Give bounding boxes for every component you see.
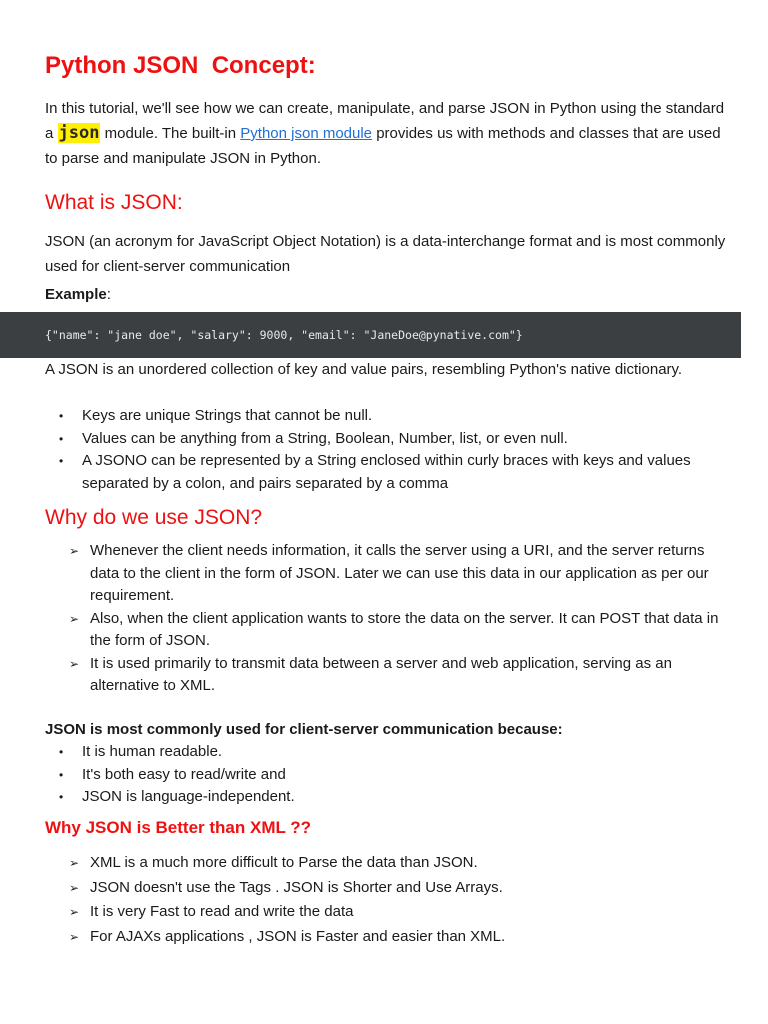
example-label (45, 284, 111, 306)
common-use-list (59, 741, 735, 809)
bullet-dot-icon: • (59, 409, 64, 423)
page-title: Python JSON Concept: (45, 52, 316, 79)
arrow-bullet-icon: ➢ (69, 611, 80, 626)
bullet-dot-icon: • (59, 790, 64, 804)
list-item: ➢ It is very Fast to read and write the data (69, 900, 735, 925)
bullet-dot-icon: • (59, 431, 64, 446)
list-item: • Keys are unique Strings that cannot be null. (59, 405, 735, 428)
bullet-dot-icon: • (59, 745, 64, 759)
list-item: ➢ Also, when the client application wants to store the data on the server. It can POST that data in the form of JSON. (69, 609, 719, 649)
intro-text-1: In this tutorial, we'll see how we can create, manipulate, and parse JSON in Python using the standard a (45, 100, 725, 142)
why-use-json-heading: Why do we use JSON? (45, 506, 263, 529)
list-item: ➢ It is used primarily to transmit data between a server and web application, serving as an alternative to XML. (69, 654, 672, 694)
arrow-bullet-icon: ➢ (69, 856, 80, 870)
intro-text-3: provides us with methods and classes that are used to parse and manipulate JSON in Python. (45, 125, 721, 167)
bullet-dot-icon: • (59, 767, 64, 782)
list-item: ➢ For AJAXs applications , JSON is Faster and easier than XML. (69, 925, 735, 950)
arrow-bullet-icon: ➢ (69, 656, 80, 671)
why-json-better-list (69, 851, 735, 949)
list-item: • A JSONO can be represented by a String enclosed within curly braces with keys and values separated by a colon, and pairs separated by a comma (59, 452, 691, 492)
what-is-json-heading: What is JSON: (45, 191, 183, 214)
why-json-better-heading: Why JSON is Better than XML ?? (45, 818, 312, 837)
json-properties-list (59, 405, 735, 495)
list-item: ➢ JSON doesn't use the Tags . JSON is Shorter and Use Arrays. (69, 876, 735, 901)
python-json-module-link[interactable]: Python json module (240, 125, 373, 142)
arrow-bullet-icon: ➢ (69, 544, 80, 558)
arrow-bullet-icon: ➢ (69, 905, 80, 919)
why-use-json-list (69, 540, 735, 698)
list-item: • JSON is language-independent. (59, 786, 735, 809)
code-block (0, 312, 741, 358)
common-use-label: JSON is most commonly used for client-server communication because: (45, 721, 563, 738)
example-label-text: Example (45, 286, 107, 303)
example-label-colon: : (106, 286, 111, 303)
what-is-json-text: JSON (an acronym for JavaScript Object Notation) is a data-interchange format and is most commonly used for client-server communication (45, 233, 726, 275)
json-description: A JSON is an unordered collection of key and value pairs, resembling Python's native dictionary. (45, 361, 683, 378)
list-item: • It's both easy to read/write and (59, 764, 735, 787)
arrow-bullet-icon: ➢ (69, 929, 80, 944)
list-item: ➢ Whenever the client needs information, it calls the server using a URI, and the server returns data to the client in the form of JSON. Later we can use this data in our application as per our requirement. (69, 542, 709, 604)
list-item: ➢ XML is a much more difficult to Parse the data than JSON. (69, 851, 735, 876)
intro-paragraph (45, 96, 735, 171)
arrow-bullet-icon: ➢ (69, 880, 80, 895)
list-item: • Values can be anything from a String, Boolean, Number, list, or even null. (59, 428, 735, 451)
intro-text-2: module. The built-in (100, 125, 241, 142)
code-example: {"name": "jane doe", "salary": 9000, "email": "JaneDoe@pynative.com"} (45, 328, 523, 342)
bullet-dot-icon: • (59, 454, 64, 468)
json-module-chip: json (58, 123, 100, 143)
list-item: • It is human readable. (59, 741, 735, 764)
